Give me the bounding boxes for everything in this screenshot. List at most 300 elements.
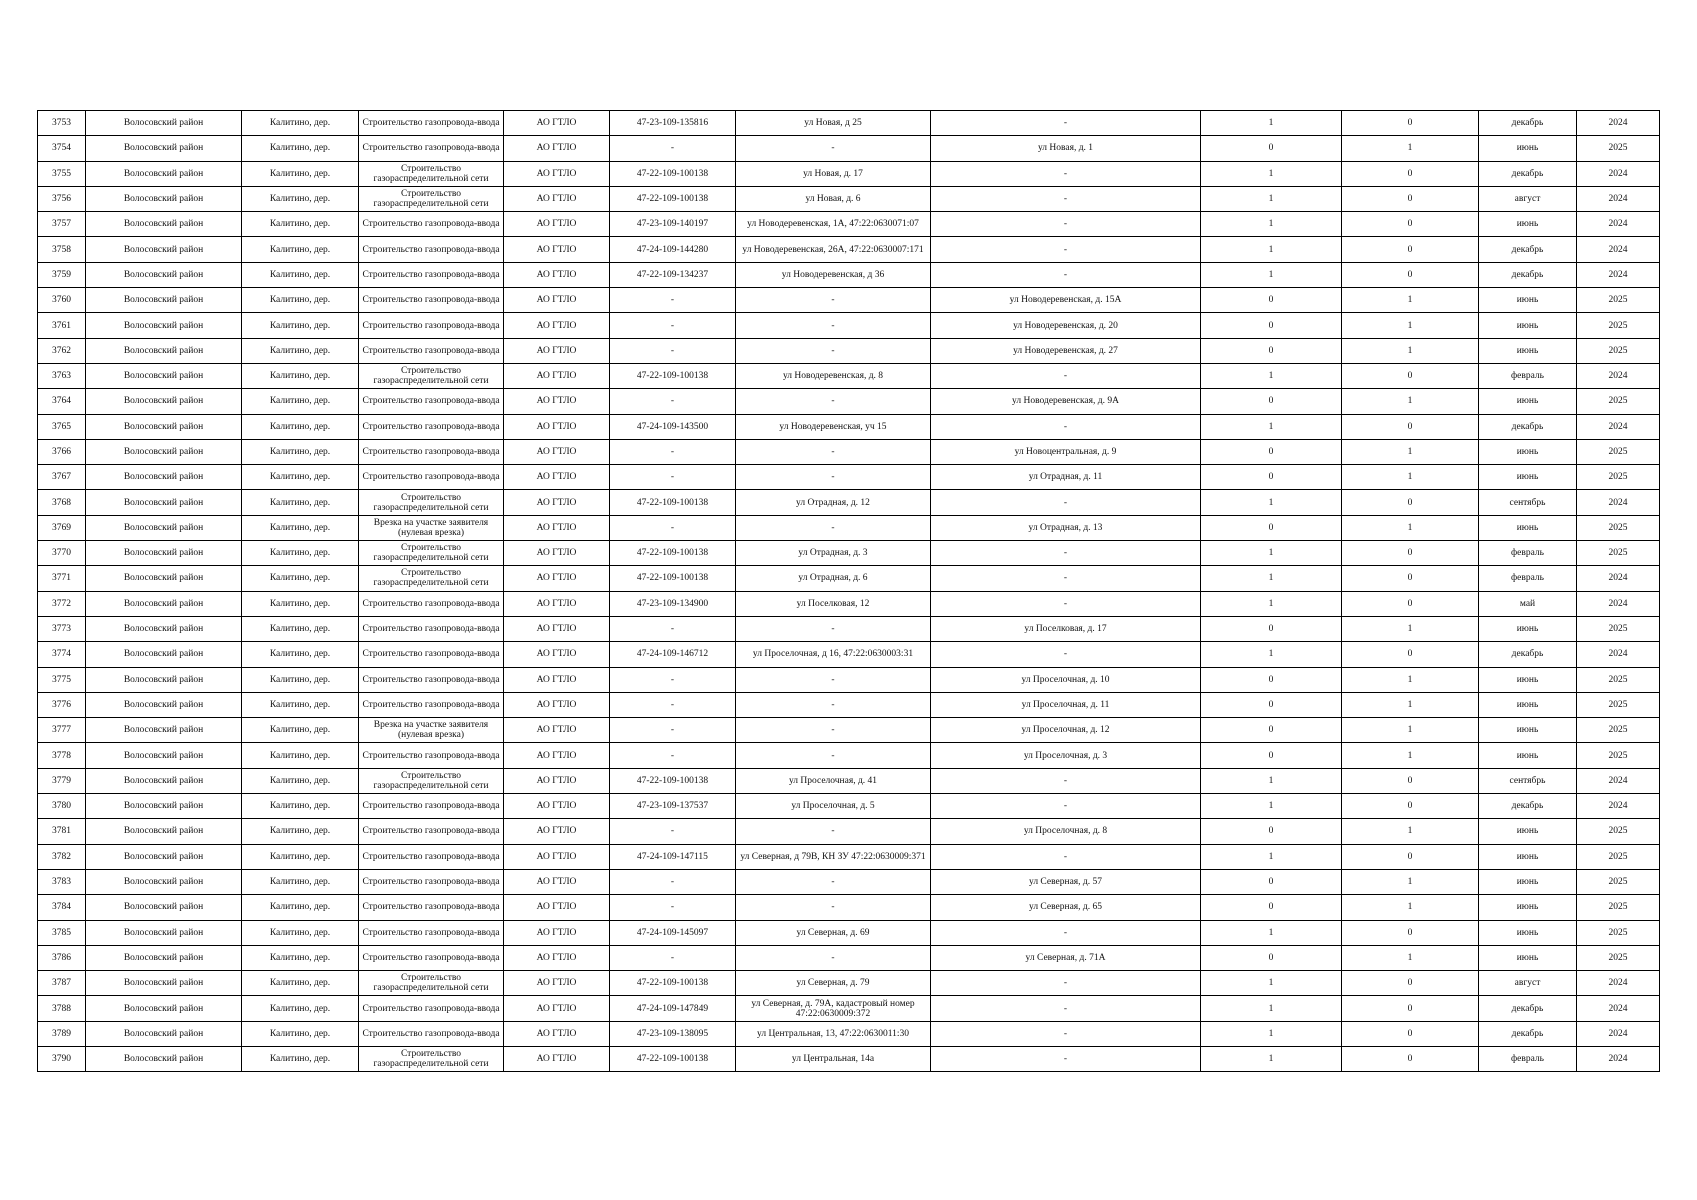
- cell-year: 2024: [1577, 1046, 1660, 1071]
- cell-locality: Калитино, дер.: [242, 692, 359, 717]
- cell-locality: Калитино, дер.: [242, 1046, 359, 1071]
- cell-address-done: -: [736, 895, 931, 920]
- cell-month: июнь: [1479, 313, 1577, 338]
- cell-district: Волосовский район: [86, 111, 242, 136]
- cell-count-planned: 1: [1342, 136, 1479, 161]
- cell-month: июнь: [1479, 844, 1577, 869]
- cell-contract-number: 47-24-109-147115: [610, 844, 736, 869]
- cell-address-planned: -: [931, 1046, 1201, 1071]
- cell-count-done: 1: [1201, 971, 1342, 996]
- cell-organization: АО ГТЛО: [504, 515, 610, 540]
- cell-district: Волосовский район: [86, 136, 242, 161]
- cell-address-done: ул Центральная, 14а: [736, 1046, 931, 1071]
- cell-count-done: 1: [1201, 237, 1342, 262]
- cell-count-done: 1: [1201, 642, 1342, 667]
- cell-district: Волосовский район: [86, 718, 242, 743]
- cell-organization: АО ГТЛО: [504, 642, 610, 667]
- cell-organization: АО ГТЛО: [504, 996, 610, 1021]
- cell-work-type: Строительство газораспределительной сети: [359, 363, 504, 388]
- cell-count-planned: 1: [1342, 338, 1479, 363]
- cell-locality: Калитино, дер.: [242, 642, 359, 667]
- cell-organization: АО ГТЛО: [504, 439, 610, 464]
- cell-organization: АО ГТЛО: [504, 945, 610, 970]
- cell-address-planned: ул Северная, д. 65: [931, 895, 1201, 920]
- table-row: [38, 692, 1660, 717]
- cell-address-planned: ул Проселочная, д. 11: [931, 692, 1201, 717]
- cell-district: Волосовский район: [86, 591, 242, 616]
- cell-month: июнь: [1479, 338, 1577, 363]
- cell-work-type: Строительство газопровода-ввода: [359, 794, 504, 819]
- cell-count-planned: 0: [1342, 363, 1479, 388]
- cell-row-number: 3790: [38, 1046, 86, 1071]
- cell-count-planned: 0: [1342, 186, 1479, 211]
- cell-work-type: Строительство газопровода-ввода: [359, 262, 504, 287]
- cell-count-done: 1: [1201, 566, 1342, 591]
- cell-row-number: 3789: [38, 1021, 86, 1046]
- cell-count-done: 0: [1201, 288, 1342, 313]
- cell-work-type: Строительство газопровода-ввода: [359, 945, 504, 970]
- cell-organization: АО ГТЛО: [504, 692, 610, 717]
- table-row: [38, 186, 1660, 211]
- cell-count-planned: 1: [1342, 718, 1479, 743]
- cell-work-type: Строительство газопровода-ввода: [359, 667, 504, 692]
- cell-address-planned: -: [931, 591, 1201, 616]
- table-row: [38, 389, 1660, 414]
- cell-year: 2025: [1577, 920, 1660, 945]
- cell-year: 2024: [1577, 1021, 1660, 1046]
- table-row: [38, 212, 1660, 237]
- cell-year: 2024: [1577, 591, 1660, 616]
- cell-month: июнь: [1479, 895, 1577, 920]
- cell-work-type: Строительство газораспределительной сети: [359, 186, 504, 211]
- cell-count-done: 1: [1201, 996, 1342, 1021]
- cell-year: 2025: [1577, 616, 1660, 641]
- cell-address-done: ул Новая, д. 17: [736, 161, 931, 186]
- cell-organization: АО ГТЛО: [504, 895, 610, 920]
- cell-row-number: 3782: [38, 844, 86, 869]
- cell-district: Волосовский район: [86, 465, 242, 490]
- cell-address-planned: -: [931, 971, 1201, 996]
- cell-contract-number: 47-22-109-100138: [610, 1046, 736, 1071]
- cell-address-done: -: [736, 515, 931, 540]
- cell-locality: Калитино, дер.: [242, 136, 359, 161]
- cell-month: сентябрь: [1479, 490, 1577, 515]
- cell-address-done: -: [736, 718, 931, 743]
- cell-work-type: Строительство газопровода-ввода: [359, 439, 504, 464]
- cell-month: июнь: [1479, 869, 1577, 894]
- cell-locality: Калитино, дер.: [242, 996, 359, 1021]
- cell-work-type: Строительство газопровода-ввода: [359, 819, 504, 844]
- cell-contract-number: -: [610, 136, 736, 161]
- cell-organization: АО ГТЛО: [504, 111, 610, 136]
- cell-year: 2024: [1577, 186, 1660, 211]
- cell-address-done: ул Новодеревенская, д 36: [736, 262, 931, 287]
- cell-contract-number: 47-24-109-144280: [610, 237, 736, 262]
- cell-address-done: ул Северная, д. 79А, кадастровый номер 47:22:0630009:372: [736, 996, 931, 1021]
- table-row: [38, 642, 1660, 667]
- cell-year: 2025: [1577, 541, 1660, 566]
- cell-work-type: Строительство газопровода-ввода: [359, 136, 504, 161]
- cell-contract-number: 47-22-109-100138: [610, 161, 736, 186]
- cell-organization: АО ГТЛО: [504, 1021, 610, 1046]
- cell-address-planned: -: [931, 363, 1201, 388]
- cell-work-type: Строительство газораспределительной сети: [359, 768, 504, 793]
- cell-month: декабрь: [1479, 262, 1577, 287]
- cell-district: Волосовский район: [86, 667, 242, 692]
- cell-organization: АО ГТЛО: [504, 667, 610, 692]
- cell-year: 2025: [1577, 515, 1660, 540]
- cell-row-number: 3762: [38, 338, 86, 363]
- cell-address-planned: -: [931, 844, 1201, 869]
- cell-organization: АО ГТЛО: [504, 212, 610, 237]
- cell-address-planned: ул Проселочная, д. 8: [931, 819, 1201, 844]
- cell-district: Волосовский район: [86, 743, 242, 768]
- cell-count-planned: 0: [1342, 490, 1479, 515]
- cell-work-type: Строительство газопровода-ввода: [359, 1021, 504, 1046]
- cell-work-type: Строительство газопровода-ввода: [359, 844, 504, 869]
- cell-row-number: 3772: [38, 591, 86, 616]
- cell-year: 2025: [1577, 389, 1660, 414]
- cell-count-done: 1: [1201, 1021, 1342, 1046]
- cell-count-done: 0: [1201, 313, 1342, 338]
- cell-count-planned: 0: [1342, 566, 1479, 591]
- cell-locality: Калитино, дер.: [242, 288, 359, 313]
- cell-work-type: Строительство газопровода-ввода: [359, 414, 504, 439]
- cell-locality: Калитино, дер.: [242, 945, 359, 970]
- cell-district: Волосовский район: [86, 541, 242, 566]
- cell-month: июнь: [1479, 667, 1577, 692]
- cell-year: 2024: [1577, 161, 1660, 186]
- cell-address-planned: ул Новодеревенская, д. 9А: [931, 389, 1201, 414]
- cell-address-planned: -: [931, 414, 1201, 439]
- cell-count-done: 1: [1201, 794, 1342, 819]
- cell-organization: АО ГТЛО: [504, 768, 610, 793]
- cell-address-planned: -: [931, 161, 1201, 186]
- cell-address-planned: -: [931, 566, 1201, 591]
- cell-count-done: 1: [1201, 262, 1342, 287]
- cell-district: Волосовский район: [86, 996, 242, 1021]
- cell-contract-number: 47-22-109-100138: [610, 971, 736, 996]
- cell-contract-number: -: [610, 819, 736, 844]
- cell-contract-number: -: [610, 288, 736, 313]
- cell-contract-number: 47-22-109-100138: [610, 490, 736, 515]
- cell-address-planned: -: [931, 186, 1201, 211]
- cell-address-done: ул Поселковая, 12: [736, 591, 931, 616]
- cell-address-planned: ул Новоцентральная, д. 9: [931, 439, 1201, 464]
- cell-address-planned: ул Проселочная, д. 10: [931, 667, 1201, 692]
- cell-locality: Калитино, дер.: [242, 439, 359, 464]
- cell-count-planned: 1: [1342, 743, 1479, 768]
- cell-locality: Калитино, дер.: [242, 591, 359, 616]
- cell-count-done: 0: [1201, 667, 1342, 692]
- cell-year: 2025: [1577, 338, 1660, 363]
- cell-row-number: 3766: [38, 439, 86, 464]
- cell-count-planned: 0: [1342, 541, 1479, 566]
- cell-locality: Калитино, дер.: [242, 667, 359, 692]
- cell-locality: Калитино, дер.: [242, 212, 359, 237]
- cell-year: 2025: [1577, 439, 1660, 464]
- cell-year: 2025: [1577, 136, 1660, 161]
- cell-district: Волосовский район: [86, 313, 242, 338]
- cell-count-done: 0: [1201, 895, 1342, 920]
- cell-month: август: [1479, 186, 1577, 211]
- cell-organization: АО ГТЛО: [504, 465, 610, 490]
- cell-organization: АО ГТЛО: [504, 414, 610, 439]
- cell-address-planned: ул Северная, д. 71А: [931, 945, 1201, 970]
- cell-address-planned: -: [931, 920, 1201, 945]
- cell-address-planned: -: [931, 541, 1201, 566]
- cell-count-planned: 1: [1342, 692, 1479, 717]
- cell-row-number: 3765: [38, 414, 86, 439]
- cell-count-planned: 0: [1342, 591, 1479, 616]
- cell-district: Волосовский район: [86, 212, 242, 237]
- cell-row-number: 3775: [38, 667, 86, 692]
- cell-organization: АО ГТЛО: [504, 794, 610, 819]
- cell-work-type: Строительство газопровода-ввода: [359, 288, 504, 313]
- cell-row-number: 3768: [38, 490, 86, 515]
- cell-month: декабрь: [1479, 111, 1577, 136]
- cell-count-planned: 1: [1342, 616, 1479, 641]
- cell-address-done: ул Отрадная, д. 3: [736, 541, 931, 566]
- table-row: [38, 288, 1660, 313]
- cell-address-done: -: [736, 869, 931, 894]
- cell-count-planned: 1: [1342, 869, 1479, 894]
- cell-count-planned: 0: [1342, 111, 1479, 136]
- cell-work-type: Строительство газопровода-ввода: [359, 591, 504, 616]
- cell-organization: АО ГТЛО: [504, 161, 610, 186]
- cell-locality: Калитино, дер.: [242, 869, 359, 894]
- cell-count-done: 1: [1201, 591, 1342, 616]
- cell-count-planned: 0: [1342, 996, 1479, 1021]
- cell-organization: АО ГТЛО: [504, 389, 610, 414]
- cell-organization: АО ГТЛО: [504, 844, 610, 869]
- cell-count-done: 1: [1201, 414, 1342, 439]
- cell-district: Волосовский район: [86, 288, 242, 313]
- cell-organization: АО ГТЛО: [504, 541, 610, 566]
- cell-organization: АО ГТЛО: [504, 718, 610, 743]
- table-row: [38, 313, 1660, 338]
- cell-count-done: 1: [1201, 768, 1342, 793]
- cell-row-number: 3758: [38, 237, 86, 262]
- cell-count-planned: 0: [1342, 1046, 1479, 1071]
- cell-address-planned: -: [931, 490, 1201, 515]
- cell-contract-number: 47-24-109-147849: [610, 996, 736, 1021]
- cell-district: Волосовский район: [86, 186, 242, 211]
- cell-contract-number: -: [610, 338, 736, 363]
- cell-address-done: ул Центральная, 13, 47:22:0630011:30: [736, 1021, 931, 1046]
- cell-count-planned: 1: [1342, 667, 1479, 692]
- cell-year: 2024: [1577, 971, 1660, 996]
- cell-count-done: 0: [1201, 465, 1342, 490]
- table-row: [38, 237, 1660, 262]
- cell-count-done: 0: [1201, 692, 1342, 717]
- cell-contract-number: -: [610, 439, 736, 464]
- cell-year: 2025: [1577, 819, 1660, 844]
- cell-locality: Калитино, дер.: [242, 971, 359, 996]
- cell-count-done: 1: [1201, 161, 1342, 186]
- cell-address-done: ул Новодеревенская, уч 15: [736, 414, 931, 439]
- cell-address-done: -: [736, 439, 931, 464]
- cell-organization: АО ГТЛО: [504, 1046, 610, 1071]
- cell-contract-number: -: [610, 389, 736, 414]
- table-row: [38, 667, 1660, 692]
- cell-month: февраль: [1479, 541, 1577, 566]
- cell-district: Волосовский район: [86, 971, 242, 996]
- cell-month: декабрь: [1479, 1021, 1577, 1046]
- cell-count-done: 0: [1201, 439, 1342, 464]
- cell-count-done: 1: [1201, 212, 1342, 237]
- cell-address-planned: ул Новодеревенская, д. 20: [931, 313, 1201, 338]
- cell-row-number: 3757: [38, 212, 86, 237]
- cell-year: 2024: [1577, 111, 1660, 136]
- cell-district: Волосовский район: [86, 1046, 242, 1071]
- cell-row-number: 3759: [38, 262, 86, 287]
- cell-work-type: Строительство газораспределительной сети: [359, 566, 504, 591]
- cell-address-done: -: [736, 389, 931, 414]
- cell-district: Волосовский район: [86, 895, 242, 920]
- cell-year: 2025: [1577, 465, 1660, 490]
- cell-row-number: 3756: [38, 186, 86, 211]
- cell-month: июнь: [1479, 945, 1577, 970]
- cell-contract-number: -: [610, 718, 736, 743]
- cell-row-number: 3774: [38, 642, 86, 667]
- cell-locality: Калитино, дер.: [242, 819, 359, 844]
- cell-address-planned: ул Новодеревенская, д. 27: [931, 338, 1201, 363]
- cell-month: декабрь: [1479, 794, 1577, 819]
- cell-year: 2024: [1577, 490, 1660, 515]
- cell-contract-number: -: [610, 692, 736, 717]
- cell-row-number: 3779: [38, 768, 86, 793]
- cell-month: июнь: [1479, 389, 1577, 414]
- cell-contract-number: 47-23-109-134900: [610, 591, 736, 616]
- cell-work-type: Строительство газопровода-ввода: [359, 465, 504, 490]
- cell-district: Волосовский район: [86, 768, 242, 793]
- cell-locality: Калитино, дер.: [242, 616, 359, 641]
- cell-row-number: 3760: [38, 288, 86, 313]
- cell-count-planned: 0: [1342, 971, 1479, 996]
- cell-organization: АО ГТЛО: [504, 566, 610, 591]
- cell-count-done: 0: [1201, 338, 1342, 363]
- cell-work-type: Строительство газопровода-ввода: [359, 616, 504, 641]
- cell-month: июнь: [1479, 718, 1577, 743]
- table-row: [38, 768, 1660, 793]
- cell-month: декабрь: [1479, 996, 1577, 1021]
- cell-organization: АО ГТЛО: [504, 313, 610, 338]
- cell-count-planned: 0: [1342, 844, 1479, 869]
- cell-month: июнь: [1479, 288, 1577, 313]
- cell-row-number: 3773: [38, 616, 86, 641]
- cell-row-number: 3787: [38, 971, 86, 996]
- cell-contract-number: 47-24-109-146712: [610, 642, 736, 667]
- cell-address-done: -: [736, 288, 931, 313]
- cell-district: Волосовский район: [86, 819, 242, 844]
- table-row: [38, 161, 1660, 186]
- cell-count-done: 1: [1201, 541, 1342, 566]
- cell-contract-number: 47-22-109-134237: [610, 262, 736, 287]
- cell-month: декабрь: [1479, 414, 1577, 439]
- table-row: [38, 111, 1660, 136]
- cell-organization: АО ГТЛО: [504, 490, 610, 515]
- cell-year: 2025: [1577, 945, 1660, 970]
- cell-address-done: -: [736, 945, 931, 970]
- table-row: [38, 794, 1660, 819]
- cell-district: Волосовский район: [86, 490, 242, 515]
- cell-district: Волосовский район: [86, 566, 242, 591]
- cell-organization: АО ГТЛО: [504, 338, 610, 363]
- cell-address-done: ул Проселочная, д. 41: [736, 768, 931, 793]
- cell-work-type: Врезка на участке заявителя (нулевая врезка): [359, 718, 504, 743]
- cell-work-type: Строительство газопровода-ввода: [359, 996, 504, 1021]
- cell-work-type: Строительство газопровода-ввода: [359, 642, 504, 667]
- cell-month: февраль: [1479, 1046, 1577, 1071]
- table-row: [38, 945, 1660, 970]
- cell-address-planned: ул Новая, д. 1: [931, 136, 1201, 161]
- table-row: [38, 363, 1660, 388]
- cell-locality: Калитино, дер.: [242, 920, 359, 945]
- cell-district: Волосовский район: [86, 262, 242, 287]
- cell-organization: АО ГТЛО: [504, 869, 610, 894]
- cell-count-planned: 0: [1342, 212, 1479, 237]
- table-row: [38, 465, 1660, 490]
- cell-count-done: 0: [1201, 869, 1342, 894]
- cell-organization: АО ГТЛО: [504, 237, 610, 262]
- cell-row-number: 3784: [38, 895, 86, 920]
- table-row: [38, 136, 1660, 161]
- cell-address-done: ул Отрадная, д. 6: [736, 566, 931, 591]
- cell-row-number: 3781: [38, 819, 86, 844]
- cell-count-done: 0: [1201, 819, 1342, 844]
- cell-month: сентябрь: [1479, 768, 1577, 793]
- cell-district: Волосовский район: [86, 642, 242, 667]
- cell-district: Волосовский район: [86, 920, 242, 945]
- cell-district: Волосовский район: [86, 794, 242, 819]
- cell-organization: АО ГТЛО: [504, 971, 610, 996]
- cell-count-planned: 1: [1342, 389, 1479, 414]
- cell-year: 2024: [1577, 642, 1660, 667]
- cell-year: 2024: [1577, 996, 1660, 1021]
- cell-count-done: 0: [1201, 616, 1342, 641]
- cell-year: 2024: [1577, 262, 1660, 287]
- data-table: [37, 110, 1660, 1072]
- cell-contract-number: -: [610, 743, 736, 768]
- cell-month: июнь: [1479, 439, 1577, 464]
- cell-work-type: Строительство газораспределительной сети: [359, 490, 504, 515]
- cell-month: июнь: [1479, 920, 1577, 945]
- cell-locality: Калитино, дер.: [242, 111, 359, 136]
- cell-contract-number: 47-22-109-100138: [610, 768, 736, 793]
- cell-month: август: [1479, 971, 1577, 996]
- cell-locality: Калитино, дер.: [242, 237, 359, 262]
- cell-count-planned: 0: [1342, 920, 1479, 945]
- cell-year: 2025: [1577, 313, 1660, 338]
- cell-work-type: Строительство газораспределительной сети: [359, 161, 504, 186]
- table-row: [38, 338, 1660, 363]
- cell-contract-number: -: [610, 465, 736, 490]
- cell-organization: АО ГТЛО: [504, 262, 610, 287]
- cell-count-planned: 0: [1342, 161, 1479, 186]
- cell-address-done: ул Новая, д. 6: [736, 186, 931, 211]
- cell-contract-number: -: [610, 313, 736, 338]
- cell-address-done: ул Новая, д 25: [736, 111, 931, 136]
- cell-month: июнь: [1479, 819, 1577, 844]
- cell-address-done: ул Проселочная, д. 5: [736, 794, 931, 819]
- cell-address-done: ул Новодеревенская, 1А, 47:22:0630071:07: [736, 212, 931, 237]
- cell-month: май: [1479, 591, 1577, 616]
- cell-contract-number: 47-23-109-137537: [610, 794, 736, 819]
- cell-address-done: ул Новодеревенская, д. 8: [736, 363, 931, 388]
- cell-work-type: Строительство газопровода-ввода: [359, 869, 504, 894]
- table-row: [38, 439, 1660, 464]
